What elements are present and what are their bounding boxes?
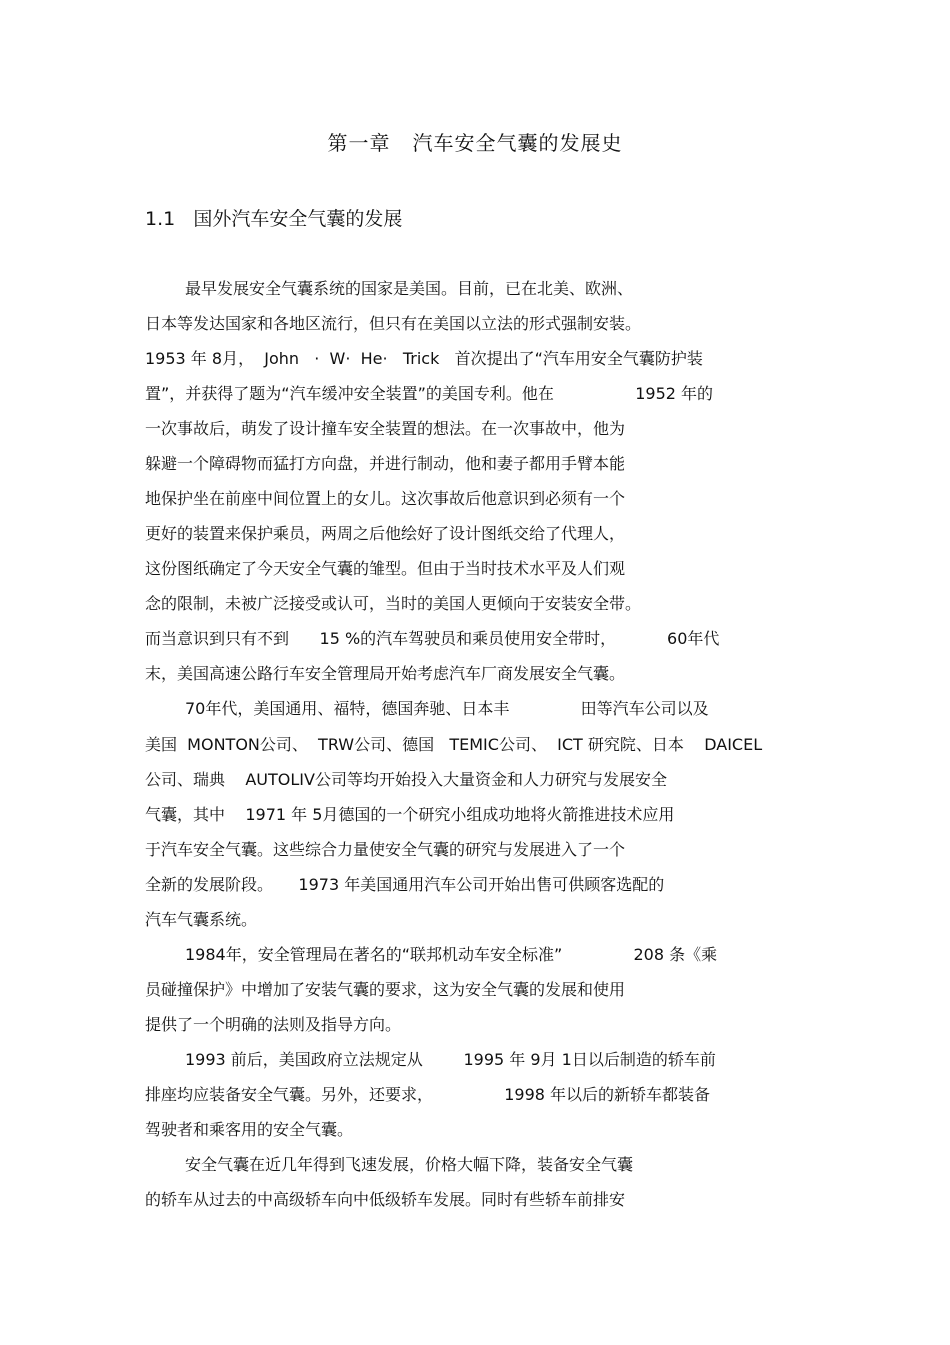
paragraph-line: 这份图纸确定了今天安全气囊的雏型。但由于当时技术水平及人们观 [145,559,626,578]
paragraph-line: 最早发展安全气囊系统的国家是美国。目前，已在北美、欧洲、 [185,279,634,298]
paragraph-line: 而当意识到只有不到 15 %的汽车驾驶员和乘员使用安全带时， 60年代 [145,629,720,648]
paragraph-line: 公司、瑞典 AUTOLIV公司等均开始投入大量资金和人力研究与发展安全 [145,770,667,789]
paragraph-line: 日本等发达国家和各地区流行，但只有在美国以立法的形式强制安装。 [145,314,642,333]
paragraph-line: 70年代，美国通用、福特，德国奔驰、日本丰 田等汽车公司以及 [185,699,709,718]
paragraph-line: 念的限制，未被广泛接受或认可，当时的美国人更倾向于安装安全带。 [145,594,642,613]
paragraph-line: 1953 年 8月， John · W· He· Trick 首次提出了“汽车用安全气囊防护装 [145,349,703,368]
paragraph-line: 末，美国高速公路行车安全管理局开始考虑汽车厂商发展安全气囊。 [145,664,626,683]
paragraph-line: 员碰撞保护》中增加了安装气囊的要求，这为安全气囊的发展和使用 [145,980,626,999]
paragraph-line: 1993 前后，美国政府立法规定从 1995 年 9月 1日以后制造的轿车前 [185,1050,716,1069]
paragraph-line: 于汽车安全气囊。这些综合力量使安全气囊的研究与发展进入了一个 [145,840,626,859]
section-title: 1.1 国外汽车安全气囊的发展 [145,208,403,230]
paragraph-line: 提供了一个明确的法则及指导方向。 [145,1015,402,1034]
paragraph-line: 的轿车从过去的中高级轿车向中低级轿车发展。同时有些轿车前排安 [145,1190,626,1209]
paragraph-line: 地保护坐在前座中间位置上的女儿。这次事故后他意识到必须有一个 [145,489,626,508]
paragraph-line: 汽车气囊系统。 [145,910,258,929]
paragraph-line: 一次事故后，萌发了设计撞车安全装置的想法。在一次事故中，他为 [145,419,626,438]
paragraph-line: 置”，并获得了题为“汽车缓冲安全装置”的美国专利。他在 1952 年的 [145,384,714,403]
paragraph-line: 气囊，其中 1971 年 5月德国的一个研究小组成功地将火箭推进技术应用 [145,805,675,824]
paragraph-line: 驾驶者和乘客用的安全气囊。 [145,1120,354,1139]
paragraph-line: 全新的发展阶段。 1973 年美国通用汽车公司开始出售可供顾客选配的 [145,875,665,894]
paragraph-line: 美国 MONTON公司、 TRW公司、德国 TEMIC公司、 ICT 研究院、日本 DAICEL [145,735,763,754]
paragraph-line: 躲避一个障碍物而猛打方向盘，并进行制动，他和妻子都用手臂本能 [145,454,626,473]
paragraph-line: 排座均应装备安全气囊。另外，还要求， 1998 年以后的新轿车都装备 [145,1085,711,1104]
paragraph-line: 1984年，安全管理局在著名的“联邦机动车安全标准” 208 条《乘 [185,945,718,964]
paragraph-line: 更好的装置来保护乘员，两周之后他绘好了设计图纸交给了代理人， [145,524,626,543]
paragraph-line: 安全气囊在近几年得到飞速发展，价格大幅下降，装备安全气囊 [185,1155,634,1174]
chapter-title: 第一章 汽车安全气囊的发展史 [327,131,623,155]
